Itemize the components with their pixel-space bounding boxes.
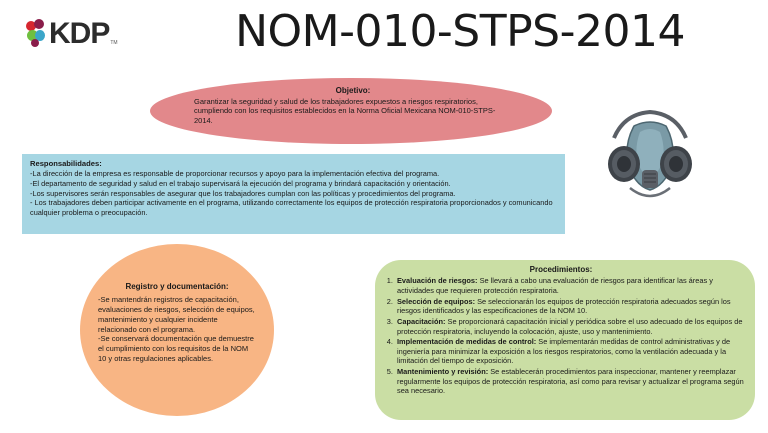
procedure-item xyxy=(395,367,745,396)
respirator-mask-icon xyxy=(604,108,696,206)
objective-title: Objetivo: xyxy=(335,86,371,95)
responsibility-item: -El departamento de seguridad y salud en el trabajo supervisará la ejecución del programa y brindará capacitación y orientación. xyxy=(30,178,451,188)
registry-title: Registro y documentación: xyxy=(125,282,229,291)
procedure-item xyxy=(395,317,745,336)
procedure-heading: Selección de equipos: xyxy=(397,296,476,306)
procedure-heading: Capacitación: xyxy=(397,316,446,326)
procedures-box xyxy=(375,260,755,420)
logo-trademark: TM xyxy=(110,40,118,46)
logo-text: KDP xyxy=(49,17,110,50)
logo-mark-icon xyxy=(26,19,46,49)
page-title: NOM-010-STPS-2014 xyxy=(235,6,685,57)
procedure-heading: Implementación de medidas de control: xyxy=(397,337,537,347)
registry-circle xyxy=(80,244,274,416)
procedure-item xyxy=(395,276,745,295)
objective-text: Garantizar la seguridad y salud de los trabajadores expuestos a riesgos respiratorios, cumpliendo con los requisitos establecidos en la Norma Oficial Mexicana NOM-010-STPS-2014. xyxy=(194,97,496,125)
responsibilities-title: Responsabilidades: xyxy=(30,159,102,168)
procedure-heading: Mantenimiento y revisión: xyxy=(397,367,489,377)
procedure-item xyxy=(395,297,745,316)
procedure-heading: Evaluación de riesgos: xyxy=(397,276,478,286)
procedure-item xyxy=(395,337,745,366)
procedures-list xyxy=(377,276,745,396)
responsibility-item: -La dirección de la empresa es responsable de proporcionar recursos y apoyo para la implementación efectiva del programa. xyxy=(30,169,440,179)
registry-item: -Se mantendrán registros de capacitación, evaluaciones de riesgos, selección de equipos, mantenimiento y cualquier incidente relacionado con el programa. xyxy=(98,295,255,334)
kdp-logo xyxy=(26,14,126,54)
procedure-text: Se seleccionarán los equipos de protección respiratoria adecuados según los riesgos identificados y las especificaciones de la NOM 10. xyxy=(397,296,731,316)
responsibilities-box xyxy=(22,154,565,234)
responsibility-item: -Los supervisores serán responsables de asegurar que los trabajadores cumplan con las políticas y procedimientos del programa. xyxy=(30,188,456,198)
procedures-title: Procedimientos: xyxy=(529,265,593,274)
registry-item: -Se conservará documentación que demuestre el cumplimiento con los requisitos de la NOM 10 y otras regulaciones aplicables. xyxy=(98,334,254,363)
procedure-text: Se llevará a cabo una evaluación de riesgos para identificar las áreas y actividades que requieren protección respiratoria. xyxy=(397,276,713,296)
procedure-text: Se proporcionará capacitación inicial y periódica sobre el uso adecuado de los equipos de protección respiratoria, incluyendo la colocación, ajuste, uso y mantenimiento. xyxy=(397,316,743,336)
objective-ellipse xyxy=(150,78,552,144)
procedure-text: Se implementarán medidas de control administrativas y de ingeniería para minimizar la exposición a los riesgos respiratorios, como la ventilación adecuada y la limitación del tiempo de exposición. xyxy=(397,337,731,366)
procedure-text: Se establecerán procedimientos para inspeccionar, mantener y reemplazar regularmente los equipos de protección respiratoria, así como para revisar y actualizar el programa según sea necesario. xyxy=(397,367,744,396)
responsibility-item: - Los trabajadores deben participar activamente en el programa, utilizando correctamente los equipos de protección respiratoria proporcionados y comunicando cualquier problema o preocupación. xyxy=(30,198,553,218)
